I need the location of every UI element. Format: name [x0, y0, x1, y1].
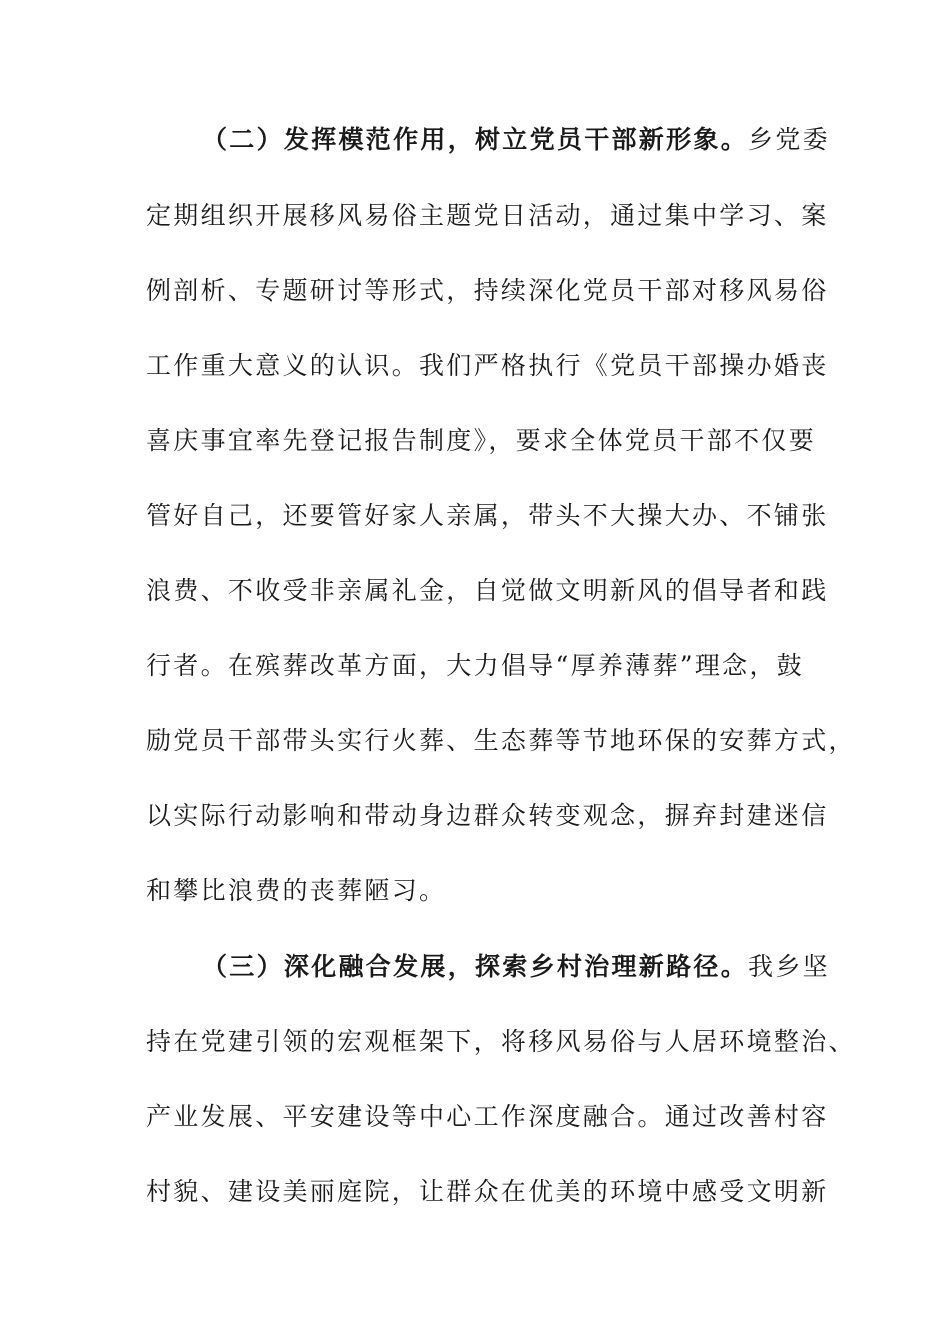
- body-text-line: 定期组织开展移风易俗主题党日活动，通过集中学习、案: [146, 201, 829, 230]
- body-text-line: 行者。在殡葬改革方面，大力倡导“厚养薄葬”理念，鼓: [146, 651, 805, 680]
- body-text-line: 产业发展、平安建设等中心工作深度融合。通过改善村容: [146, 1102, 829, 1131]
- section2-first-line: [202, 125, 830, 155]
- body-text-line: 和攀比浪费的丧葬陋习。: [146, 876, 447, 905]
- body-text-line: 例剖析、专题研讨等形式，持续深化党员干部对移风易俗: [146, 276, 829, 305]
- section3-first-line: [202, 952, 830, 982]
- body-text-line: 浪费、不收受非亲属礼金，自觉做文明新风的倡导者和践: [146, 576, 829, 605]
- body-text-line: 工作重大意义的认识。我们严格执行《党员干部操办婚丧: [146, 351, 829, 380]
- body-text-line: 持在党建引领的宏观框架下，将移风易俗与人居环境整治、: [146, 1027, 856, 1056]
- body-text-line: 管好自己，还要管好家人亲属，带头不大操大办、不铺张: [146, 501, 829, 530]
- body-text-line: 以实际行动影响和带动身边群众转变观念，摒弃封建迷信: [146, 801, 829, 830]
- section2-first-line-text: 乡党委: [748, 125, 830, 154]
- body-text-line: 励党员干部带头实行火葬、生态葬等节地环保的安葬方式，: [146, 726, 856, 755]
- body-text-line: 喜庆事宜率先登记报告制度》，要求全体党员干部不仅要: [146, 426, 817, 455]
- section2-heading: （二）发挥模范作用，树立党员干部新形象。: [202, 125, 749, 154]
- body-text-line: 村貌、建设美丽庭院，让群众在优美的环境中感受文明新: [146, 1177, 829, 1206]
- section3-heading: （三）深化融合发展，探索乡村治理新路径。: [202, 952, 749, 981]
- section3-first-line-text: 我乡坚: [748, 952, 830, 981]
